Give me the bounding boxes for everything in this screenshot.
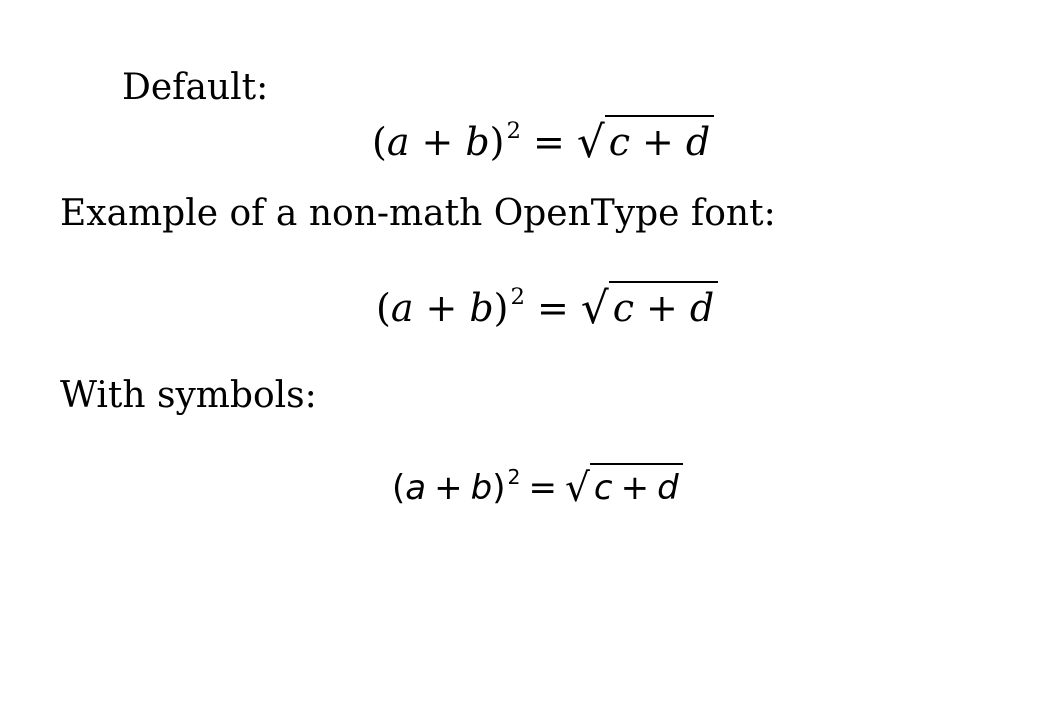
left-paren: ( xyxy=(392,468,406,508)
radical-sign: √ xyxy=(564,465,590,511)
variable-b: b xyxy=(470,468,493,508)
right-paren: ) xyxy=(492,468,506,508)
variable-b: b xyxy=(465,120,490,164)
equals-operator: = xyxy=(533,120,565,164)
variable-a: a xyxy=(405,468,427,508)
variable-a: a xyxy=(386,120,410,164)
equation-with-symbols xyxy=(392,463,683,511)
equals-operator: = xyxy=(537,286,569,330)
exponent: 2 xyxy=(507,464,521,489)
exponent: 2 xyxy=(506,117,521,144)
equation-non-math-font xyxy=(376,281,718,334)
variable-d: d xyxy=(657,468,679,508)
variable-b: b xyxy=(469,286,494,330)
section-label-non-math-font: Example of a non-math OpenType font: xyxy=(60,193,776,234)
radicand xyxy=(609,281,718,330)
right-paren: ) xyxy=(489,120,505,164)
exponent: 2 xyxy=(510,283,525,310)
radicand xyxy=(605,115,714,164)
plus-operator: + xyxy=(620,468,650,508)
variable-a: a xyxy=(390,286,414,330)
variable-c: c xyxy=(593,468,613,508)
square-root xyxy=(580,281,718,334)
variable-c: c xyxy=(612,286,634,330)
plus-operator: + xyxy=(421,120,454,164)
square-root xyxy=(576,115,714,168)
radical-sign: √ xyxy=(576,116,605,168)
plus-operator: + xyxy=(645,286,678,330)
plus-operator: + xyxy=(425,286,458,330)
right-paren: ) xyxy=(493,286,509,330)
radicand xyxy=(590,463,683,508)
left-paren: ( xyxy=(376,286,391,330)
plus-operator: + xyxy=(641,120,674,164)
square-root xyxy=(564,463,683,511)
variable-c: c xyxy=(608,120,630,164)
equals-operator: = xyxy=(528,468,557,508)
section-label-with-symbols: With symbols: xyxy=(60,375,317,416)
variable-d: d xyxy=(685,120,711,164)
radical-sign: √ xyxy=(580,282,609,334)
plus-operator: + xyxy=(434,468,463,508)
equation-default xyxy=(372,115,714,168)
variable-d: d xyxy=(689,286,715,330)
left-paren: ( xyxy=(372,120,387,164)
section-label-default: Default: xyxy=(122,67,269,108)
